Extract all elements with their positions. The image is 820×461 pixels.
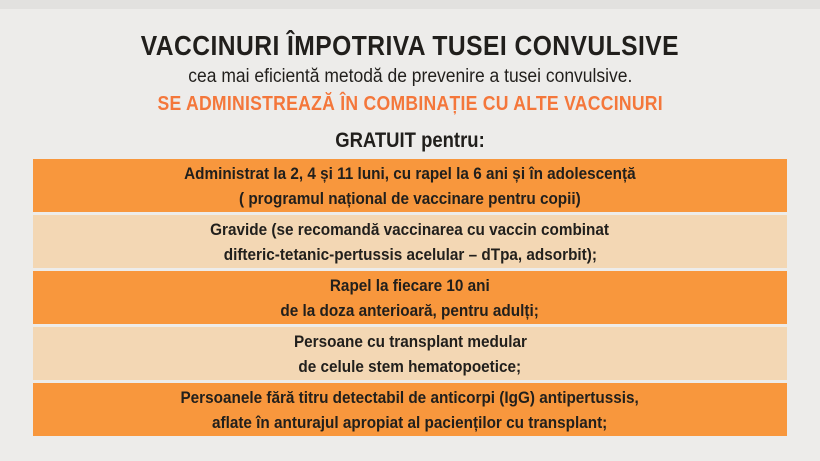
subtitle-text: cea mai eficientă metodă de prevenire a tusei convulsive. (187, 66, 633, 87)
list-item (33, 159, 787, 212)
list-item (33, 271, 787, 324)
top-shade-strip (0, 0, 820, 9)
page-title-text: VACCINURI ÎMPOTRIVA TUSEI CONVULSIVE (140, 30, 680, 61)
list-item (33, 327, 787, 380)
list-intro-text: GRATUIT pentru: (335, 129, 485, 152)
subtitle (0, 64, 820, 90)
page-title (0, 30, 820, 62)
list-intro (0, 127, 820, 155)
list-item-text: Rapel la fiecare 10 ani (330, 275, 490, 295)
list-item-text: Persoanele fără titru detectabil de anticorpi (IgG) antipertussis, (180, 387, 640, 407)
list-item (33, 383, 787, 436)
benefit-list (33, 159, 787, 436)
list-item-text: aflate în anturajul apropiat al pacienților cu transplant; (212, 412, 608, 432)
list-item-text: de celule stem hematopoetice; (298, 356, 522, 376)
list-item-text: Persoane cu transplant medular (293, 331, 527, 351)
highlight-text: SE ADMINISTREAZĂ ÎN COMBINAȚIE CU ALTE VACCINURI (157, 93, 663, 115)
highlight-line (0, 91, 820, 117)
list-item-text: Administrat la 2, 4 și 11 luni, cu rapel la 6 ani și în adolescență (184, 163, 636, 183)
list-item-text: de la doza anterioară, pentru adulți; (280, 300, 540, 320)
list-item-text: difteric-tetanic-pertussis acelular – dTpa, adsorbit); (223, 244, 597, 264)
list-item-text: Gravide (se recomandă vaccinarea cu vaccin combinat (210, 219, 610, 239)
list-item-text: ( programul național de vaccinare pentru copii) (239, 188, 581, 208)
list-item (33, 215, 787, 268)
